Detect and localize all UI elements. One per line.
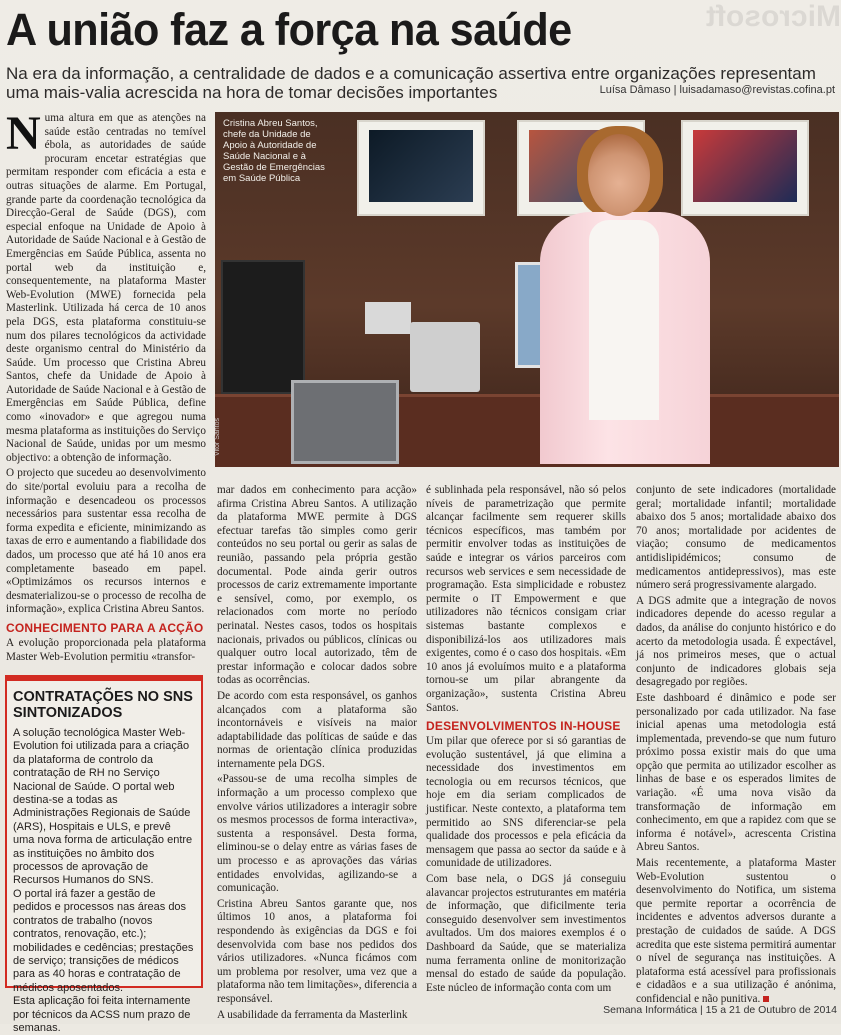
column-4 xyxy=(636,484,836,1005)
byline: Luísa Dâmaso | luisadamaso@revistas.cofina.pt xyxy=(599,84,835,96)
photo-caption: Cristina Abreu Santos, chefe da Unidade de Apoio à Autoridade de Saúde Nacional e à Gestão de Emergências em Saúde Pública xyxy=(223,118,325,184)
col3-paragraph-1: é sublinhada pela responsável, não só pelos níveis de parametrização que permite alcançar facilmente sem requerer skills técnicos específicos, mas também por permitir envolver todas as instituições de saúde e integrar os vários parceiros com recursos web services e sem necessidade de programação. Esta simplicidade e robustez permite o IT Empowerment e que utilizadores não técnicos consigam criar sistemas bastante complexos e disponibilizá-los aos utilizadores mais exigentes, como é o caso dos hospitais. «Em 10 anos já evoluímos muito e a plataforma tornou-se um pilar abrangente da organização», sustenta Cristina Abreu Santos. xyxy=(426,484,626,714)
person-shirt xyxy=(589,220,659,420)
col4-paragraph-4-text: Mais recentemente, a plataforma Master Web-Evolution sustentou o desenvolvimento do Notifica, um sistema que permite reportar a ocorrência de incidentes e adventos adversos durante a prestação de cuidados de saúde. A DGS acredita que este sistema permitirá aumentar o nível de segurança nas instituições. A plataforma está acessível para profissionais e cidadãos e a sua utilização é anónima, confidencial e não punitiva. xyxy=(636,857,836,1005)
col2-paragraph-2: De acordo com esta responsável, os ganhos alcançados com a plataforma são incontornáveis e visíveis na maior adaptabilidade das políticas de saúde e das normas de orientação clínica produzidas internamente pela DGS. xyxy=(217,689,417,770)
col4-paragraph-3: Este dashboard é dinâmico e pode ser personalizado por cada utilizador. Na fase inicial apenas uma metodologia está implementada, prevendo-se que num futuro próximo possa existir mais do que uma opção que permita ao utilizador escolher as linhas de base e os esperados limites de variação. «É uma nova visão da transformação de informação em conhecimento, em que a rapidez com que se informa é notável», acrescenta Cristina Abreu Santos. xyxy=(636,691,836,854)
sidebar-paragraph-3: Esta aplicação foi feita internamente por técnicos da ACSS num prazo de semanas. xyxy=(13,995,191,1034)
page-footer: Semana Informática | 15 a 21 de Outubro de 2014 xyxy=(603,1004,837,1016)
col3-paragraph-2: Um pilar que oferece por si só garantias de evolução sustentável, já que elimina a necessidade dos investimentos em tecnologia ou em recursos técnicos, que hoje em dia seriam complicados de justificar. Neste contexto, a plataforma tem permitido ao SNS diferenciar-se pela qualidade dos processos e pela eficácia da mensagem que passa ao sector da saúde e à comunidade de utilizadores. xyxy=(426,735,626,870)
speaker xyxy=(221,260,305,394)
col4-paragraph-1: conjunto de sete indicadores (mortalidade geral; mortalidade infantil; mortalidade abaixo dos 5 anos; mortalidade abaixo dos 70 anos; mortalidade por acidentes de viação; consumo de medicamentos antidislipidémicos; consumo de medicamentos antidepressivos), mas este número será progressivamente alargado. xyxy=(636,484,836,592)
person-face xyxy=(588,134,650,216)
sidebar-paragraph-2: O portal irá fazer a gestão de pedidos e processos nas áreas dos contratos de trabalho (novos contratos, renovação, etc.); mobilidades e cedências; prestações de serviço; transições de médicos para as 40 horas e contratação de médicos aposentados. xyxy=(13,887,194,994)
stereo-system xyxy=(410,322,480,392)
col2-paragraph-5: A usabilidade da ferramenta da Masterlink xyxy=(217,1008,408,1021)
tv-screen-right xyxy=(681,120,809,216)
subhead-conhecimento: CONHECIMENTO PARA A ACÇÃO xyxy=(6,620,204,635)
subhead-desenvolvimentos: DESENVOLVIMENTOS IN-HOUSE xyxy=(426,719,621,734)
col4-paragraph-4 xyxy=(636,857,836,1007)
col1-paragraph-1: uma altura em que as atenções na saúde estão centradas no temível ébola, as autoridades de saúde procuram encetar estratégias que permitam responder com eficácia a esta e outras situações de alarme. Em Portugal, grande parte da coordenação tecnológica da Direcção-Geral de Saúde (DGS), com especial enfoque na Unidade de Apoio à Autoridade de Saúde Nacional e à Gestão de Emergências em Saúde Pública, assenta no portal web da instituição e, consequentemente, na plataforma Master Web-Evolution (MWE) fornecida pela Masterlink. Utilizada há cerca de 10 anos pela DGS, esta plataforma constituiu-se num dos pilares tecnológicos da actividade deste organismo central do Ministério da Saúde. Um processo que Cristina Abreu Santos, chefe da Unidade de Apoio à Autoridade de Saúde Nacional e à Gestão de Emergências em Saúde Pública, define como «inovador» e que agregou numa mesma plataforma as instituições do Serviço Nacional de Saúde, unidas por um mesmo objectivo: a obtenção de informação. xyxy=(6,112,206,464)
sidebar-paragraph-1: A solução tecnológica Master Web-Evolution foi utilizada para a criação da plataforma de controlo da contratação de RH no Serviço Nacional de Saúde. O portal web destina-se a todas as Administrações Regionais de Saúde (ARS), Hospitais e ULS, e prevê uma nova forma de articulação entre as instituições no âmbito dos processos de aprovação de Recursos Humanos do SNS. xyxy=(13,727,193,887)
headline: A união faz a força na saúde xyxy=(6,4,572,55)
router xyxy=(365,302,411,334)
col2-paragraph-3: «Passou-se de uma recolha simples de informação a um processo complexo que envolve vários utilizadores a interagir sobre os mesmos processos de forma interactiva», sustenta a responsável. Desta forma, eliminou-se o delay entre as várias fases de um processo e as aprovações das várias entidades envolvidas, agilizando-se a comunicação. xyxy=(217,773,417,895)
col2-paragraph-4: Cristina Abreu Santos garante que, nos últimos 10 anos, a plataforma foi respondendo às exigências da DGS e foi desenvolvida com base nos pedidos dos vários utilizadores. «Nunca ficámos com um problema por resolver, uma vez que a plataforma não tem limitações», diferencia a responsável. xyxy=(217,897,417,1005)
laptop xyxy=(291,380,399,464)
col1-paragraph-3: A evolução proporcionada pela plataforma Master Web-Evolution permitiu «transfor- xyxy=(6,636,206,663)
tv-screen-left xyxy=(357,120,485,216)
sidebar-title: CONTRATAÇÕES NO SNS SINTONIZADOS xyxy=(13,689,193,721)
lead-paragraph: Na era da informação, a centralidade de dados e a comunicação assertiva entre organizações representam uma mais-valia acrescida na hora de tomar decisões importantes xyxy=(6,64,816,102)
col1-paragraph-2: O projecto que sucedeu ao desenvolvimento do site/portal evoluiu para a recolha de informação e desencadeou os processos necessários para sustentar essa recolha de forma expedita e eficiente, minimizando as taxas de erro e aumentando a fiabilidade dos dados, um processo que até há 10 anos era completamente baseado em papel. «Optimizámos os recursos internos e desmaterializou-se o processo de recolha de informação», explica Cristina Abreu Santos. xyxy=(6,467,206,616)
sidebar-box xyxy=(5,675,203,1034)
col4-paragraph-2: A DGS admite que a integração de novos indicadores depende do acesso regular a dados, da análise do conjunto histórico e do acerto da metodologia usada. É expectável, já nos primeiros meses, que o actual conjunto de indicadores globais seja desagregado por regiões. xyxy=(636,594,836,689)
column-3 xyxy=(426,484,626,996)
column-2 xyxy=(217,484,417,1021)
column-1 xyxy=(6,107,206,672)
end-of-article-mark xyxy=(763,996,769,1002)
col3-paragraph-3: Com base nela, o DGS já conseguiu alavancar projectos estruturantes em matéria de informação, que dificilmente teria conseguido desenvolver sem investimentos avultados. Um dos maiores exemplos é o Dashboard da Saúde, que se materializa numa ferramenta online de monitorização mensal do estado de saúde da população. Este núcleo de informação conta com um xyxy=(426,873,626,994)
photo-credit: Vitor Santos xyxy=(214,417,221,456)
bleed-through-text: Microsoft xyxy=(706,0,841,33)
col2-paragraph-1: mar dados em conhecimento para acção» afirma Cristina Abreu Santos. A utilização da plataforma MWE permite à DGS efectuar tarefas tão simples como gerir conteúdos no seu portal ou gerir as salas de reunião, passando pela própria gestão documental. Pode ainda gerir outros processos de cariz extremamente importante e sensível, como, por exemplo, os relacionados com morte no período perinatal. Nestes casos, todos os hospitais nacionais, privados ou públicos, clínicas ou qualquer outro local autorizado, têm de prestar informação e colocar dados sobre todas as ocorrências. xyxy=(217,484,417,687)
article-photo xyxy=(215,112,839,464)
drop-cap: N xyxy=(6,107,41,160)
